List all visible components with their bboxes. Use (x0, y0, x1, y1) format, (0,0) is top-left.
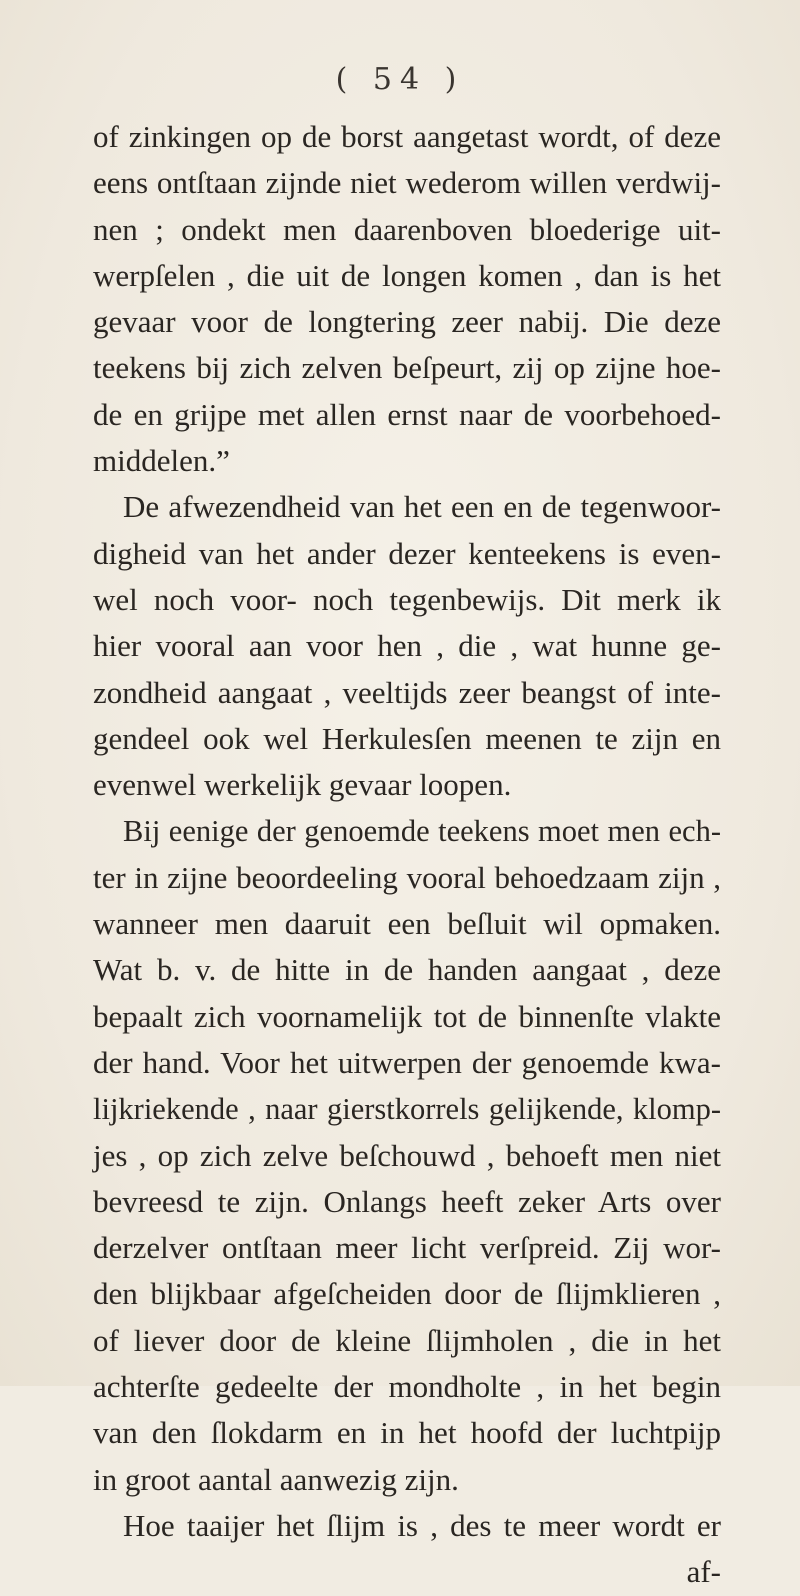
text-line: gendeel ook wel Herkulesſen meenen te zijn en (93, 720, 721, 756)
text-line: bevreesd te zijn. Onlangs heeft zeker Arts over (93, 1183, 721, 1219)
text-line: De afwezendheid van het een en de tegenwoor- (123, 489, 721, 525)
text-line: van den ſlokdarm en in het hoofd der luchtpijp (93, 1415, 721, 1451)
text-line: nen ; ondekt men daarenboven bloederige uit- (93, 211, 721, 247)
text-line: wanneer men daaruit een beſluit wil opmaken. (93, 906, 721, 942)
text-line: middelen.” (93, 443, 230, 479)
text-line: derzelver ontſtaan meer licht verſpreid. Zij wor- (93, 1230, 721, 1266)
text-line: in groot aantal aanwezig zijn. (93, 1461, 459, 1497)
text-line: ter in zijne beoordeeling vooral behoedzaam zijn , (93, 859, 721, 895)
text-line: de en grijpe met allen ernst naar de voorbehoed- (93, 396, 721, 432)
text-line: zondheid aangaat , veeltijds zeer beangst of inte- (93, 674, 721, 710)
text-line: digheid van het ander dezer kenteekens is even- (93, 535, 721, 571)
text-line: af- (686, 1554, 721, 1590)
text-line: lijkriekende , naar gierstkorrels gelijkende, klomp- (93, 1092, 721, 1127)
text-line: evenwel werkelijk gevaar loopen. (93, 767, 512, 803)
text-line: of liever door de kleine ſlijmholen , die in het (93, 1322, 721, 1358)
page-number: ( 54 ) (335, 62, 465, 97)
text-line: bepaalt zich voornamelijk tot de binnenſte vlakte (93, 998, 721, 1034)
text-line: werpſelen , die uit de longen komen , dan is het (93, 257, 721, 293)
text-line: achterſte gedeelte der mondholte , in het begin (93, 1369, 721, 1405)
text-line: gevaar voor de longtering zeer nabij. Die deze (93, 304, 721, 340)
text-line: of zinkingen op de borst aangetast wordt, of deze (93, 119, 721, 154)
text-line: Hoe taaijer het ſlijm is , des te meer wordt er (123, 1507, 721, 1543)
body-text (93, 114, 721, 1596)
text-line: eens ontſtaan zijnde niet wederom willen verdwij- (93, 165, 721, 201)
text-line: wel noch voor- noch tegenbewijs. Dit merk ik (93, 581, 721, 617)
text-line: Wat b. v. de hitte in de handen aangaat , deze (93, 952, 721, 988)
text-line: der hand. Voor het uitwerpen der genoemde kwa- (93, 1044, 721, 1080)
text-line: hier vooral aan voor hen , die , wat hunne ge- (93, 628, 721, 664)
text-line: teekens bij zich zelven beſpeurt, zij op zijne hoe- (93, 350, 721, 386)
text-line: den blijkbaar afgeſcheiden door de ſlijmklieren , (93, 1276, 721, 1312)
text-line: jes , op zich zelve beſchouwd , behoeft men niet (93, 1137, 721, 1173)
text-line: Bij eenige der genoemde teekens moet men ech- (123, 814, 721, 849)
